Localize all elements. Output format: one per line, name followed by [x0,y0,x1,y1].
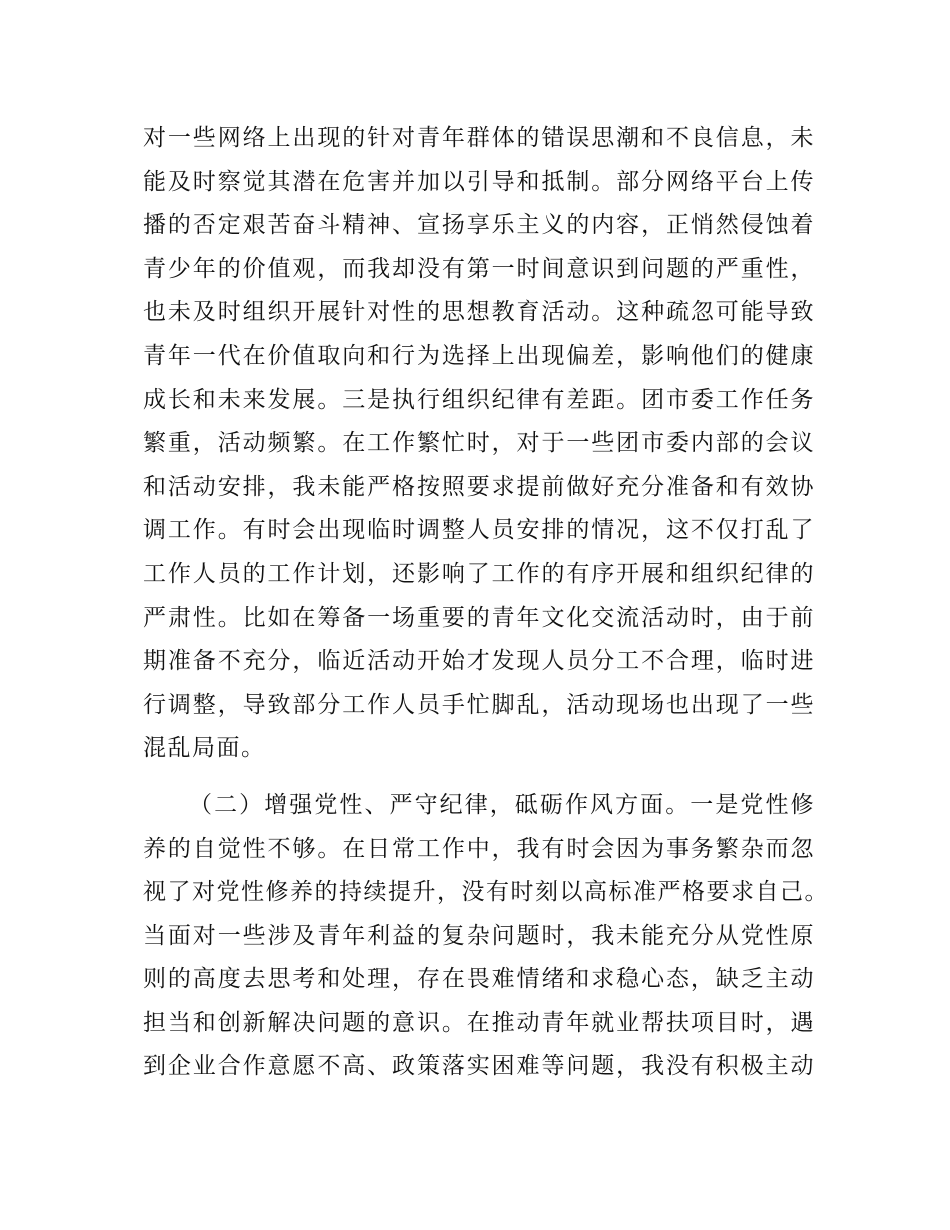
text-line: 养的自觉性不够。在日常工作中，我有时会因为事务繁杂而忽 [143,835,815,862]
text-line: 播的否定艰苦奋斗精神、宣扬享乐主义的内容，正悄然侵蚀着 [143,212,815,239]
text-line: 和活动安排，我未能严格按照要求提前做好充分准备和有效协 [143,473,815,500]
paragraph-party-spirit [143,784,829,1089]
text-line: 能及时察觉其潜在危害并加以引导和抵制。部分网络平台上传 [143,168,815,195]
text-line: 对一些网络上出现的针对青年群体的错误思潮和不良信息，未 [143,125,815,151]
text-line: 也未及时组织开展针对性的思想教育活动。这种疏忽可能导致 [143,299,815,326]
document-body [143,117,829,1089]
paragraph-discipline-issues [143,117,815,771]
text-line: 到企业合作意愿不高、政策落实困难等问题，我没有积极主动 [143,1053,815,1080]
text-line: 青少年的价值观，而我却没有第一时间意识到问题的严重性， [143,255,815,282]
text-line: 则的高度去思考和处理，存在畏难情绪和求稳心态，缺乏主动 [143,966,815,993]
text-line: 行调整，导致部分工作人员手忙脚乱，活动现场也出现了一些 [143,691,815,718]
text-line: 担当和创新解决问题的意识。在推动青年就业帮扶项目时，遇 [143,1009,815,1036]
section-heading-line: （二）增强党性、严守纪律，砥砺作风方面。一是党性修 [189,791,815,818]
text-line: 混乱局面。 [143,735,266,762]
text-line: 期准备不充分，临近活动开始才发现人员分工不合理，临时进 [143,648,815,675]
text-line: 繁重，活动频繁。在工作繁忙时，对于一些团市委内部的会议 [143,430,815,457]
text-line: 视了对党性修养的持续提升，没有时刻以高标准严格要求自己。 [143,879,829,906]
text-line: 青年一代在价值取向和行为选择上出现偏差，影响他们的健康 [143,342,815,369]
text-line: 成长和未来发展。三是执行组织纪律有差距。团市委工作任务 [143,386,815,413]
text-line: 当面对一些涉及青年利益的复杂问题时，我未能充分从党性原 [143,922,815,949]
text-line: 严肃性。比如在筹备一场重要的青年文化交流活动时，由于前 [143,604,815,631]
text-line: 调工作。有时会出现临时调整人员安排的情况，这不仅打乱了 [143,517,815,544]
text-line: 工作人员的工作计划，还影响了工作的有序开展和组织纪律的 [143,560,815,587]
paragraph-spacer [143,771,815,784]
